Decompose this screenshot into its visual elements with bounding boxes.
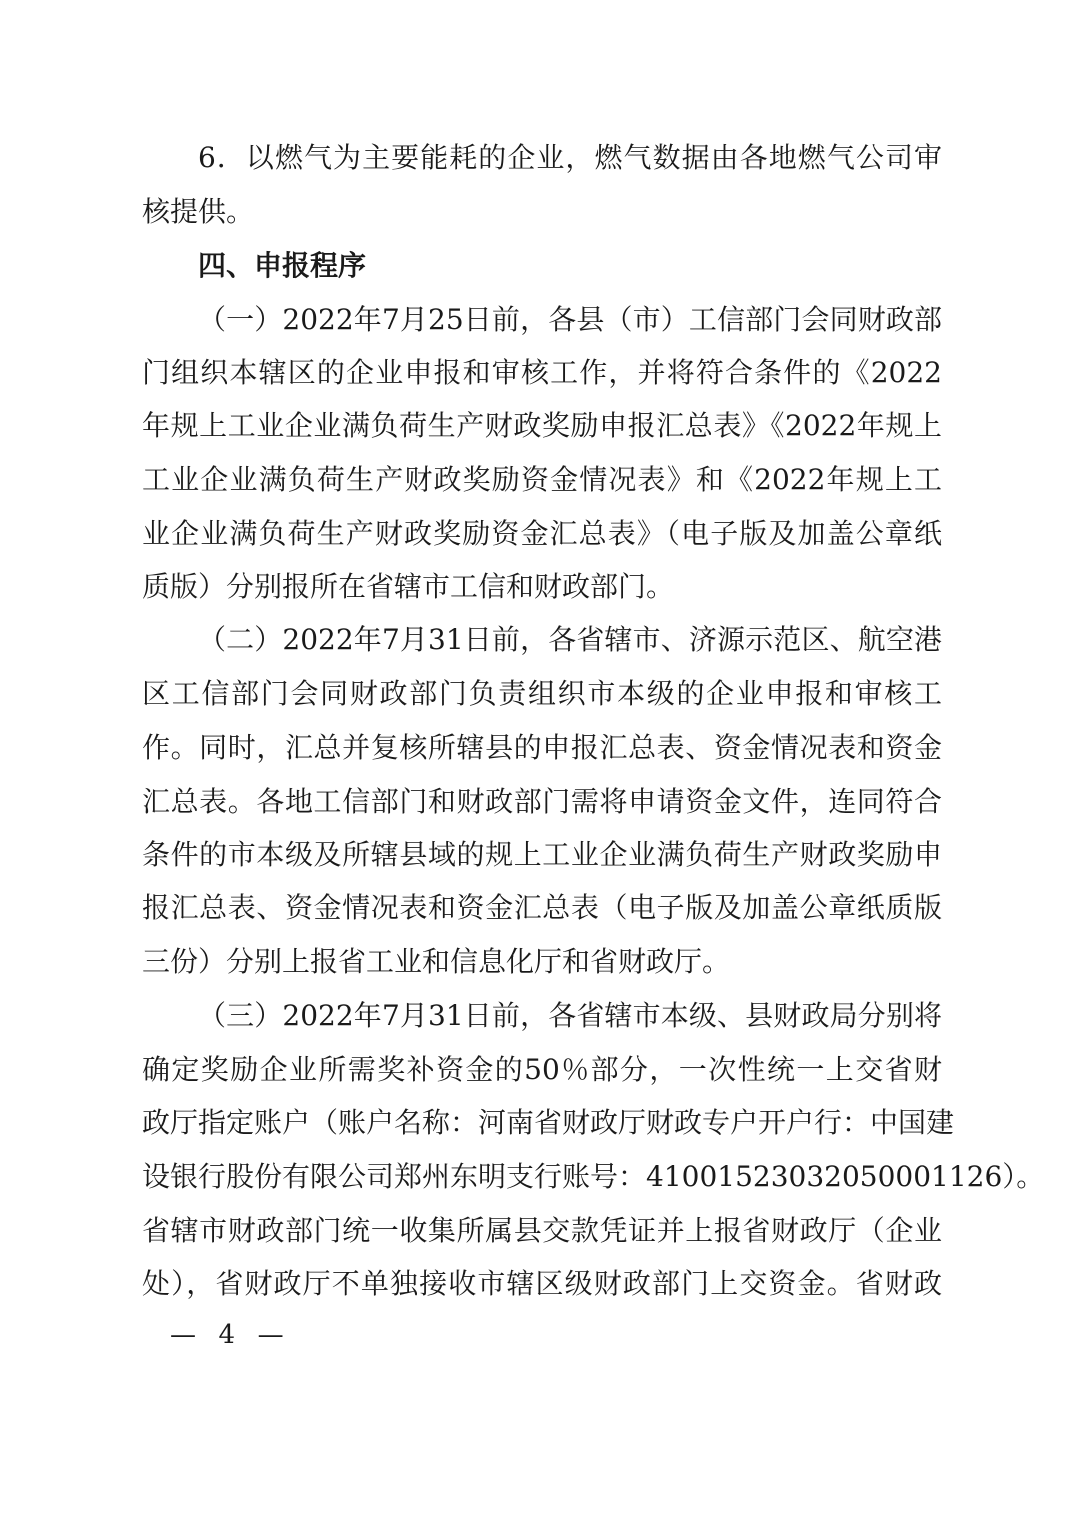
- step-3-line-5: 省辖市财政部门统一收集所属县交款凭证并上报省财政厅（企业: [142, 1214, 942, 1247]
- step-1-line-1: （一）2022年7月25日前，各县（市）工信部门会同财政部: [198, 303, 942, 336]
- step-3-line-3: 政厅指定账户（账户名称：河南省财政厅财政专户开户行：中国建: [142, 1106, 955, 1139]
- item-6-line-2: 核提供。: [142, 195, 255, 228]
- step-3-line-2: 确定奖励企业所需奖补资金的50％部分，一次性统一上交省财: [142, 1053, 942, 1086]
- section-heading: 四、申报程序: [198, 249, 367, 282]
- step-2-line-6: 报汇总表、资金情况表和资金汇总表（电子版及加盖公章纸质版: [142, 891, 942, 924]
- step-2-line-5: 条件的市本级及所辖县域的规上工业企业满负荷生产财政奖励申: [142, 838, 942, 871]
- item-6-line-1: 6．以燃气为主要能耗的企业，燃气数据由各地燃气公司审: [198, 141, 942, 174]
- step-3-line-6: 处），省财政厅不单独接收市辖区级财政部门上交资金。省财政: [142, 1267, 942, 1300]
- step-2-line-3: 作。同时，汇总并复核所辖县的申报汇总表、资金情况表和资金: [142, 731, 942, 764]
- step-1-line-5: 业企业满负荷生产财政奖励资金汇总表》（电子版及加盖公章纸: [142, 517, 942, 550]
- page-number: — 4 —: [170, 1320, 286, 1350]
- step-1-line-6: 质版）分别报所在省辖市工信和财政部门。: [142, 570, 675, 603]
- step-2-line-4: 汇总表。各地工信部门和财政部门需将申请资金文件，连同符合: [142, 785, 942, 818]
- step-2-line-7: 三份）分别上报省工业和信息化厅和省财政厅。: [142, 945, 731, 978]
- step-2-line-1: （二）2022年7月31日前，各省辖市、济源示范区、航空港: [198, 623, 942, 656]
- step-3-line-4: 设银行股份有限公司郑州东明支行账号：41001523032050001126）。: [142, 1160, 1045, 1193]
- step-1-line-4: 工业企业满负荷生产财政奖励资金情况表》和《2022年规上工: [142, 463, 942, 496]
- step-1-line-2: 门组织本辖区的企业申报和审核工作，并将符合条件的《2022: [142, 356, 942, 389]
- step-1-line-3: 年规上工业企业满负荷生产财政奖励申报汇总表》《2022年规上: [142, 409, 942, 442]
- step-2-line-2: 区工信部门会同财政部门负责组织市本级的企业申报和审核工: [142, 677, 942, 710]
- step-3-line-1: （三）2022年7月31日前，各省辖市本级、县财政局分别将: [198, 999, 942, 1032]
